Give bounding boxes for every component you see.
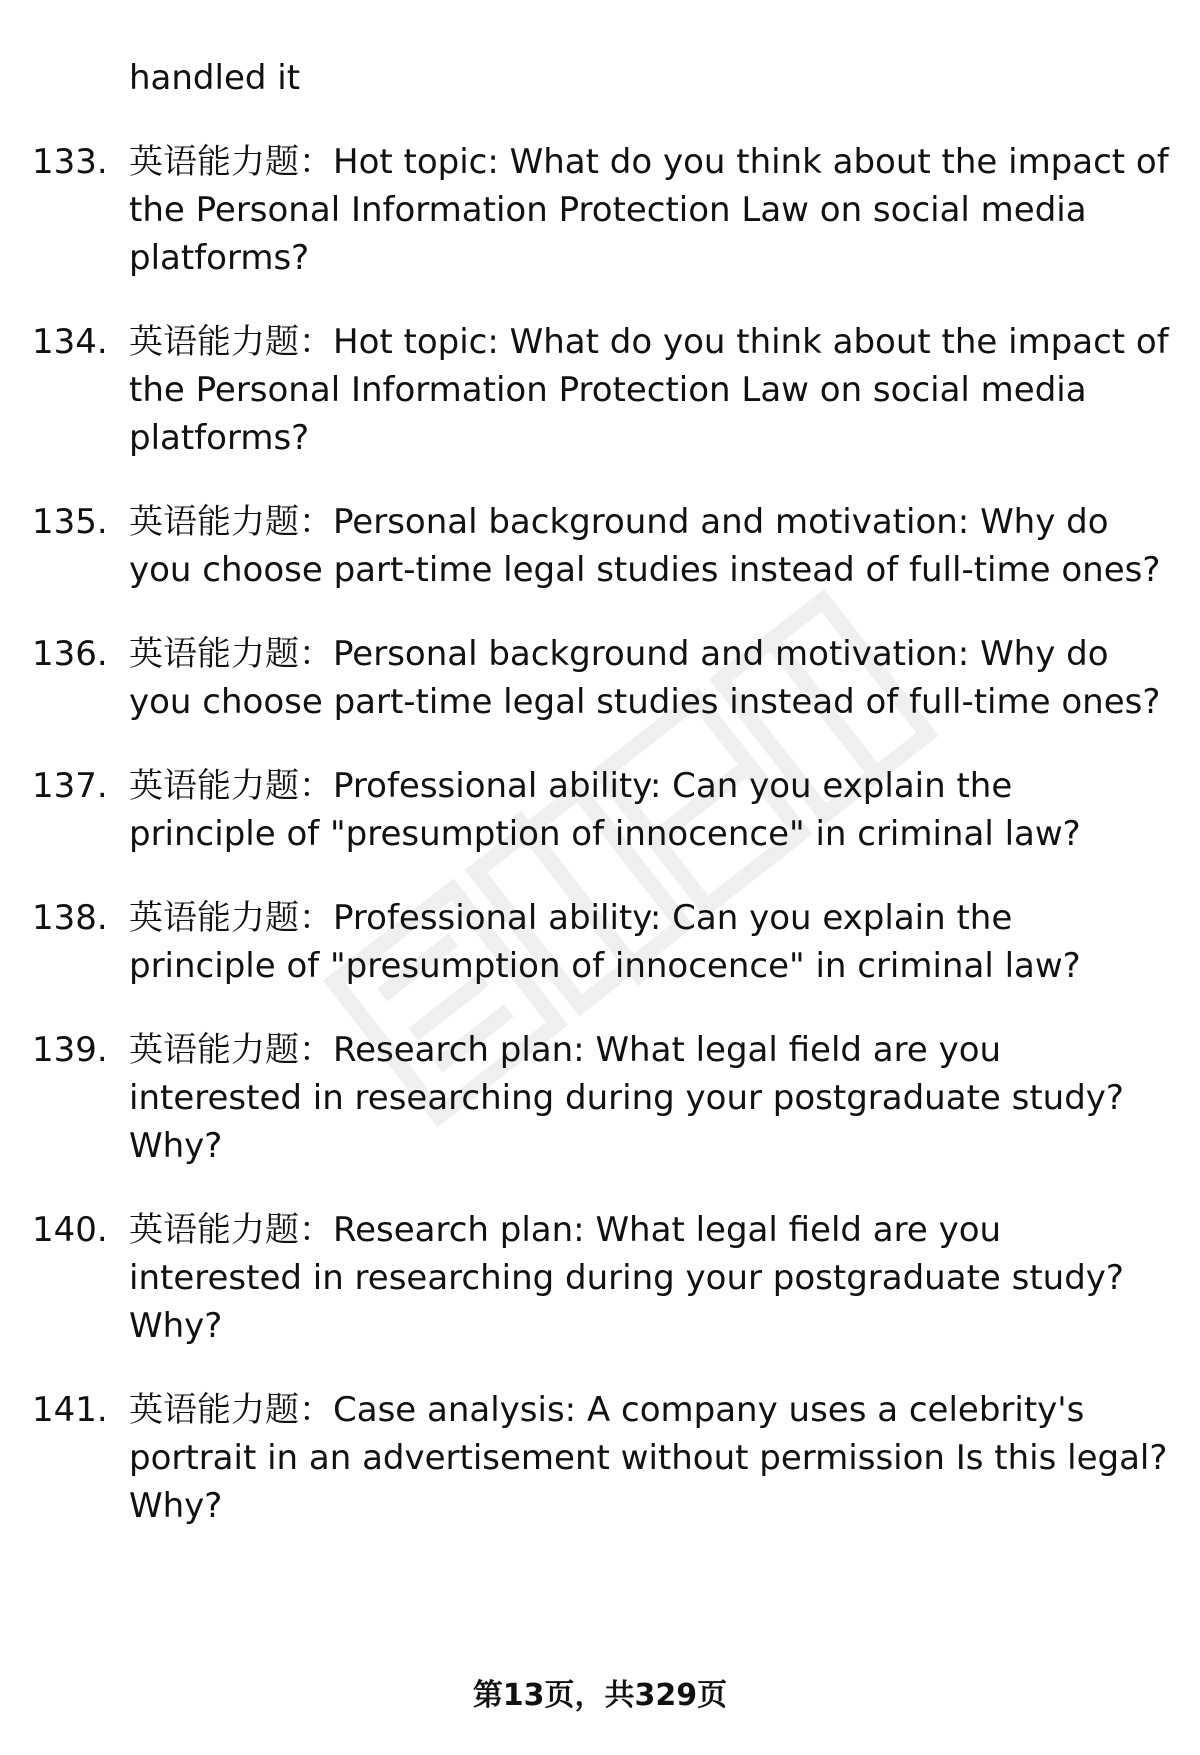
item-prefix: 英语能力题： <box>129 898 333 938</box>
list-item <box>0 138 1200 282</box>
item-question: Research plan: What legal field are you interested in researching during your postgraduate study? Why? <box>129 1210 1124 1346</box>
item-question: Case analysis: A company uses a celebrity's portrait in an advertisement without permission Is this legal? Why? <box>129 1390 1168 1526</box>
list-item <box>0 1386 1200 1530</box>
continuation-text: handled it <box>129 58 301 98</box>
item-number: 140. <box>32 1210 108 1250</box>
item-question: Hot topic: What do you think about the impact of the Personal Information Protection Law on social media platforms? <box>129 322 1169 458</box>
question-list <box>0 54 1200 1566</box>
item-text <box>129 1026 1169 1170</box>
item-text <box>129 498 1169 594</box>
item-prefix: 英语能力题： <box>129 1210 333 1250</box>
item-number: 138. <box>32 898 108 938</box>
item-number: 137. <box>32 766 108 806</box>
item-text <box>129 318 1169 462</box>
item-prefix: 英语能力题： <box>129 142 333 182</box>
item-number: 136. <box>32 634 108 674</box>
item-question: Hot topic: What do you think about the impact of the Personal Information Protection Law on social media platforms? <box>129 142 1169 278</box>
item-text <box>129 762 1169 858</box>
item-question: Professional ability: Can you explain the principle of "presumption of innocence" in criminal law? <box>129 766 1081 854</box>
list-item <box>0 762 1200 858</box>
item-text <box>129 630 1169 726</box>
item-prefix: 英语能力题： <box>129 1390 333 1430</box>
item-text <box>129 1386 1169 1530</box>
item-number: 135. <box>32 502 108 542</box>
list-item <box>0 498 1200 594</box>
list-item <box>0 1026 1200 1170</box>
item-number: 141. <box>32 1390 108 1430</box>
item-number: 139. <box>32 1030 108 1070</box>
list-item <box>0 630 1200 726</box>
item-prefix: 英语能力题： <box>129 322 333 362</box>
item-prefix: 英语能力题： <box>129 1030 333 1070</box>
list-item <box>0 1206 1200 1350</box>
item-number: 133. <box>32 142 108 182</box>
list-item <box>0 894 1200 990</box>
item-question: Research plan: What legal field are you interested in researching during your postgraduate study? Why? <box>129 1030 1124 1166</box>
page-footer: 第13页，共329页 <box>472 1678 728 1713</box>
item-question: Professional ability: Can you explain the principle of "presumption of innocence" in criminal law? <box>129 898 1081 986</box>
item-prefix: 英语能力题： <box>129 502 333 542</box>
item-text <box>129 894 1169 990</box>
item-question: Personal background and motivation: Why do you choose part-time legal studies instead of full-time ones? <box>129 634 1161 722</box>
item-number: 134. <box>32 322 108 362</box>
item-text <box>129 138 1169 282</box>
item-question: Personal background and motivation: Why do you choose part-time legal studies instead of full-time ones? <box>129 502 1161 590</box>
item-prefix: 英语能力题： <box>129 634 333 674</box>
item-prefix: 英语能力题： <box>129 766 333 806</box>
list-item <box>0 318 1200 462</box>
item-text <box>129 1206 1169 1350</box>
